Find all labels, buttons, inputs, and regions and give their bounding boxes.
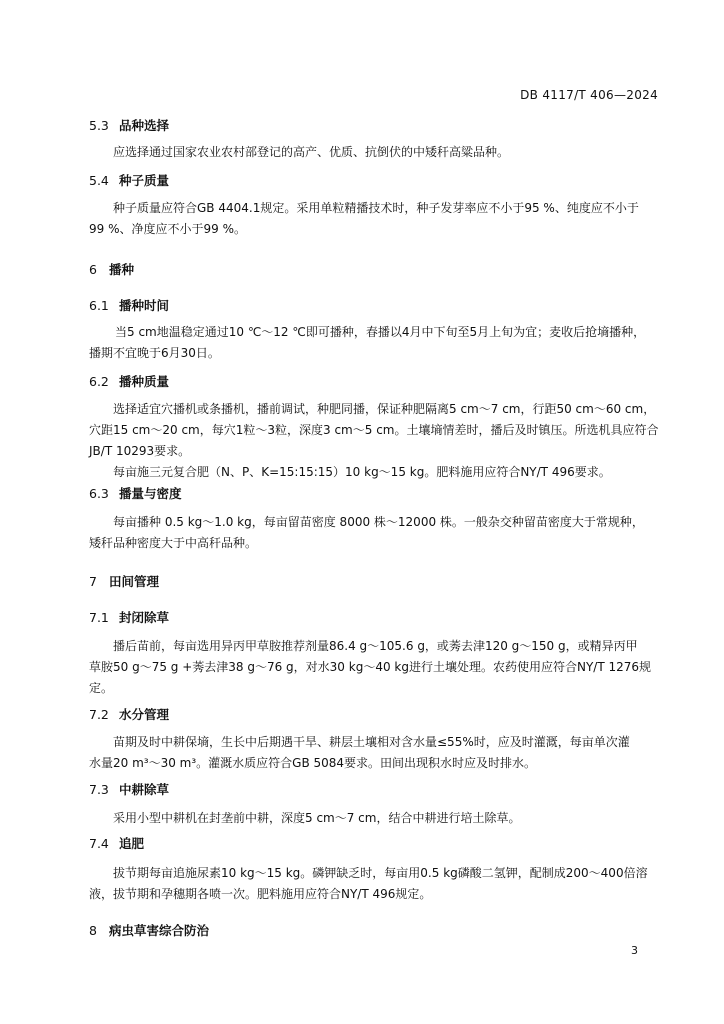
- paragraph-6-2-line-2: 穴距15 cm～20 cm，每穴1粒～3粒，深度3 cm～5 cm。土壤墒情差时，播后及时镇压。所选机具应符合: [89, 423, 659, 437]
- heading-title: 播种质量: [119, 374, 170, 389]
- paragraph-7-1-line-1: 播后苗前，每亩选用异丙甲草胺推荐剂量86.4 g～105.6 g，或莠去津120 g～150 g，或精异丙甲: [113, 639, 638, 653]
- paragraph-7-1-line-3: 定。: [89, 681, 114, 695]
- paragraph-6-2-line-1: 选择适宜穴播机或条播机，播前调试，种肥同播，保证种肥隔离5 cm～7 cm，行距50 cm～60 cm，: [113, 402, 656, 416]
- heading-title: 水分管理: [119, 707, 170, 722]
- heading-6-2: [89, 374, 659, 390]
- paragraph-6-1-line-1: 当5 cm地温稳定通过10 ℃～12 ℃即可播种，春播以4月中下旬至5月上旬为宜；麦收后抢墒播种，: [115, 325, 646, 339]
- heading-5-3: [89, 118, 659, 134]
- heading-7-2: [89, 707, 659, 723]
- heading-title: 病虫草害综合防治: [109, 923, 210, 938]
- heading-7-4: [89, 836, 659, 852]
- heading-7: [89, 574, 659, 590]
- heading-number: 6: [89, 262, 97, 277]
- paragraph-7-1-line-2: 草胺50 g～75 g +莠去津38 g～76 g，对水30 kg～40 kg进行土壤处理。农药使用应符合NY/T 1276规: [89, 660, 652, 674]
- heading-title: 播量与密度: [119, 486, 182, 501]
- heading-title: 田间管理: [109, 574, 160, 589]
- heading-number: 5.4: [89, 173, 109, 188]
- heading-number: 6.2: [89, 374, 109, 389]
- heading-number: 7.4: [89, 836, 109, 851]
- page-number: 3: [631, 944, 638, 957]
- paragraph-6-3-line-2: 矮秆品种密度大于中高秆品种。: [89, 536, 258, 550]
- heading-6: [89, 262, 659, 278]
- paragraph-7-4-line-1: 拔节期每亩追施尿素10 kg～15 kg。磷钾缺乏时，每亩用0.5 kg磷酸二氢钾，配制成200～400倍溶: [113, 866, 648, 880]
- heading-number: 7: [89, 574, 97, 589]
- heading-6-3: [89, 486, 659, 502]
- heading-title: 播种: [109, 262, 135, 277]
- paragraph-6-2-line-3: JB/T 10293要求。: [89, 444, 191, 458]
- heading-number: 7.3: [89, 782, 109, 797]
- heading-number: 8: [89, 923, 97, 938]
- heading-6-1: [89, 298, 659, 314]
- paragraph-5-3-line-1: 应选择通过国家农业农村部登记的高产、优质、抗倒伏的中矮秆高粱品种。: [113, 145, 510, 159]
- heading-7-3: [89, 782, 659, 798]
- heading-title: 追肥: [119, 836, 145, 851]
- heading-number: 5.3: [89, 118, 109, 133]
- heading-number: 6.1: [89, 298, 109, 313]
- heading-title: 播种时间: [119, 298, 170, 313]
- heading-7-1: [89, 610, 659, 626]
- heading-title: 封闭除草: [119, 610, 170, 625]
- paragraph-7-3-line-1: 采用小型中耕机在封垄前中耕，深度5 cm～7 cm，结合中耕进行培土除草。: [113, 811, 521, 825]
- heading-5-4: [89, 173, 659, 189]
- document-code: DB 4117/T 406—2024: [520, 88, 658, 102]
- paragraph-6-3-line-1: 每亩播种 0.5 kg～1.0 kg，每亩留苗密度 8000 株～12000 株。一般杂交种留苗密度大于常规种，: [113, 515, 644, 529]
- heading-number: 6.3: [89, 486, 109, 501]
- heading-8: [89, 923, 659, 939]
- heading-title: 种子质量: [119, 173, 170, 188]
- heading-title: 中耕除草: [119, 782, 170, 797]
- heading-title: 品种选择: [119, 118, 170, 133]
- paragraph-7-4-line-2: 液，拔节期和孕穗期各喷一次。肥料施用应符合NY/T 496规定。: [89, 887, 432, 901]
- heading-number: 7.1: [89, 610, 109, 625]
- paragraph-7-2-line-2: 水量20 m³～30 m³。灌溉水质应符合GB 5084要求。田间出现积水时应及时排水。: [89, 756, 537, 770]
- paragraph-6-1-line-2: 播期不宜晚于6月30日。: [89, 346, 220, 360]
- paragraph-5-4-line-1: 种子质量应符合GB 4404.1规定。采用单粒精播技术时，种子发芽率应不小于95 %、纯度应不小于: [113, 201, 639, 215]
- heading-number: 7.2: [89, 707, 109, 722]
- paragraph-5-4-line-2: 99 %、净度应不小于99 %。: [89, 222, 246, 236]
- paragraph-6-2-line-4: 每亩施三元复合肥（N、P、K=15:15:15）10 kg～15 kg。肥料施用应符合NY/T 496要求。: [113, 465, 611, 479]
- paragraph-7-2-line-1: 苗期及时中耕保墒，生长中后期遇干旱、耕层土壤相对含水量≤55%时，应及时灌溉，每亩单次灌: [113, 735, 630, 749]
